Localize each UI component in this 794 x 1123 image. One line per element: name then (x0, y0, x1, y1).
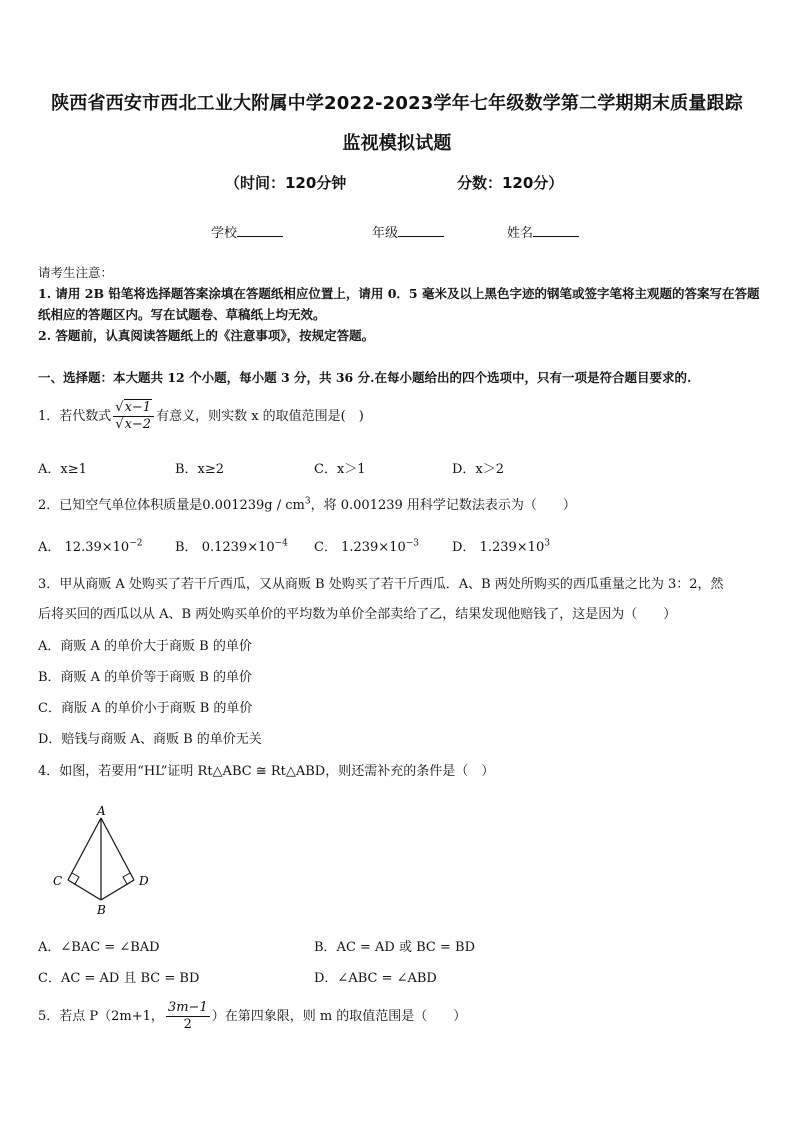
q2-option-c[interactable]: C． $1.239\times 10^{-3}$ (314, 538, 420, 555)
q5-denominator: 2 (183, 1017, 192, 1032)
q1-fraction: $\frac{√x-1}{√x-2}$ (113, 400, 154, 433)
exam-time: （时间：120分钟 (225, 174, 347, 192)
q4-option-a[interactable]: A．∠BAC = ∠BAD (38, 940, 160, 955)
q3-option-d[interactable]: D．赔钱与商贩 A、商贩 B 的单价无关 (38, 732, 262, 747)
q2-suffix: ，将 0.001239 用科学记数法表示为（ ） (310, 498, 576, 513)
q1-prefix: 1．若代数式 (38, 409, 112, 424)
question-3-line-2: 后将买回的西瓜以从 A、B 两处购买单价的平均数为单价全部卖给了乙，结果发现他赔钱了，这是因为（ ） (38, 607, 677, 622)
q3-option-c[interactable]: C．商版 A 的单价小于商贩 B 的单价 (38, 701, 253, 716)
notice-heading: 请考生注意： (38, 265, 114, 280)
grade-blank[interactable] (398, 224, 444, 237)
q2-value: 0.001239g / cm (202, 498, 305, 513)
notice-item-2: 2. 答题前，认真阅读答题纸上的《注意事项》，按规定答题。 (38, 328, 375, 343)
label-b: B (97, 903, 106, 917)
label-a: A (97, 804, 106, 818)
name-label: 姓名 (507, 226, 534, 241)
name-blank[interactable] (533, 224, 579, 237)
title-line-2: 监视模拟试题 (342, 133, 452, 154)
q5-fraction (166, 1000, 210, 1033)
q1-option-a[interactable]: A．x≥1 (38, 462, 87, 477)
school-label: 学校 (211, 226, 238, 241)
notice-item-1: 1. 请用 2B 铅笔将选择题答案涂填在答题纸相应位置上，请用 0．5 毫米及以上黑色字迹的钢笔或签字笔将主观题的答案写在答题纸相应的答题区内。写在试题卷、草稿纸上均无效。 (38, 286, 760, 322)
q5-numerator: 3m−1 (167, 1000, 208, 1015)
label-d: D (139, 874, 149, 888)
question-1 (38, 400, 364, 433)
q2-option-b[interactable]: B． $0.1239\times 10^{-4}$ (175, 538, 288, 555)
kite-figure (48, 804, 160, 918)
notice-block (38, 262, 760, 346)
title-line-1: 陕西省西安市西北工业大附属中学2022-2023学年七年级数学第二学期期末质量跟踪 (51, 93, 743, 114)
question-5 (38, 1000, 466, 1033)
q3-option-b[interactable]: B．商贩 A 的单价等于商贩 B 的单价 (38, 670, 253, 685)
q2-prefix: 2．已知空气单位体积质量是 (38, 498, 203, 513)
label-c: C (53, 874, 63, 888)
exam-score: 分数：120分） (457, 174, 564, 192)
q1-option-c[interactable]: C．x＞1 (314, 462, 366, 477)
school-field (211, 222, 283, 241)
q4-option-b[interactable]: B．AC = AD 或 BC = BD (314, 940, 475, 955)
q2-option-a[interactable]: A． $12.39\times 10^{-2}$ (38, 538, 143, 555)
school-blank[interactable] (237, 224, 283, 237)
q5-suffix: ）在第四象限，则 m 的取值范围是（ ） (211, 1009, 467, 1024)
q2-unit-exponent: 3 (304, 496, 311, 507)
grade-label: 年级 (372, 226, 399, 241)
q5-prefix: 5．若点 P（2m+1， (38, 1009, 164, 1024)
q1-denominator: x−2 (124, 417, 152, 432)
q3-option-a[interactable]: A．商贩 A 的单价大于商贩 B 的单价 (38, 639, 252, 654)
question-2 (38, 494, 576, 513)
q1-suffix: 有意义，则实数 x 的取值范围是( ) (156, 409, 364, 424)
name-field (507, 222, 579, 241)
section-heading: 一、选择题：本大题共 12 个小题，每小题 3 分，共 36 分.在每小题给出的四个选项中，只有一项是符合题目要求的. (38, 370, 692, 385)
q1-option-d[interactable]: D．x＞2 (452, 462, 505, 477)
question-4: 4．如图，若要用“HL”证明 Rt△ABC ≅ Rt△ABD，则还需补充的条件是（ ） (38, 764, 495, 779)
grade-field (372, 222, 444, 241)
q2-option-d[interactable]: D． $1.239\times 10^3$ (452, 538, 550, 555)
question-3-line-1: 3．甲从商贩 A 处购买了若干斤西瓜，又从商贩 B 处购买了若干斤西瓜．A、B 两处所购买的西瓜重量之比为 3：2，然 (38, 577, 724, 592)
q1-option-b[interactable]: B．x≥2 (175, 462, 225, 477)
q4-option-d[interactable]: D．∠ABC = ∠ABD (314, 971, 437, 986)
q1-numerator: x−1 (124, 400, 152, 415)
q4-option-c[interactable]: C．AC = AD 且 BC = BD (38, 971, 200, 986)
